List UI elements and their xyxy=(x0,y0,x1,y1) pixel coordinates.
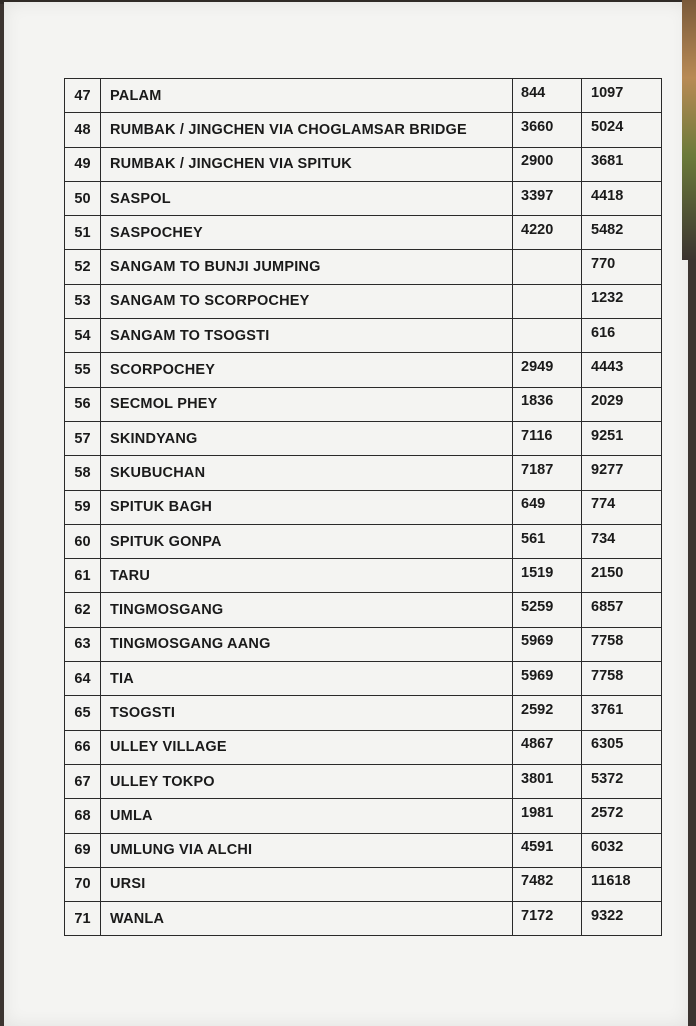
row-number: 53 xyxy=(65,284,101,318)
fare-value-b: 2572 xyxy=(582,796,662,830)
fare-value-b: 9322 xyxy=(582,899,662,933)
fare-value-a: 561 xyxy=(513,521,582,555)
fare-value-a: 7116 xyxy=(513,418,582,452)
destination-name: TARU xyxy=(101,559,513,593)
row-number: 64 xyxy=(65,662,101,696)
table-row xyxy=(65,627,662,661)
destination-name: TIA xyxy=(101,662,513,696)
fare-value-a: 4591 xyxy=(513,830,582,864)
fare-value-b: 5372 xyxy=(582,761,662,795)
row-number: 56 xyxy=(65,387,101,421)
fare-value-b: 2029 xyxy=(582,384,662,418)
fare-value-b: 4418 xyxy=(582,178,662,212)
fare-value-b: 7758 xyxy=(582,659,662,693)
background-fabric-edge xyxy=(682,0,696,260)
fare-value-b: 770 xyxy=(582,247,662,281)
fare-value-b: 6032 xyxy=(582,830,662,864)
destination-name: SANGAM TO SCORPOCHEY xyxy=(101,284,513,318)
destination-name: WANLA xyxy=(101,902,513,936)
destination-name: SECMOL PHEY xyxy=(101,387,513,421)
fare-table-body xyxy=(65,79,662,936)
table-row xyxy=(65,353,662,387)
fare-value-b: 774 xyxy=(582,487,662,521)
table-row xyxy=(65,387,662,421)
table-row xyxy=(65,456,662,490)
fare-value-a: 4220 xyxy=(513,213,582,247)
table-row xyxy=(65,319,662,353)
fare-value-a: 3801 xyxy=(513,761,582,795)
destination-name: URSI xyxy=(101,867,513,901)
destination-name: SPITUK GONPA xyxy=(101,524,513,558)
destination-name: SASPOL xyxy=(101,181,513,215)
fare-value-a: 3660 xyxy=(513,110,582,144)
table-row xyxy=(65,696,662,730)
row-number: 61 xyxy=(65,559,101,593)
fare-value-a xyxy=(513,281,582,315)
fare-value-b: 6857 xyxy=(582,590,662,624)
row-number: 54 xyxy=(65,319,101,353)
row-number: 58 xyxy=(65,456,101,490)
fare-value-a: 7482 xyxy=(513,864,582,898)
fare-value-b: 734 xyxy=(582,521,662,555)
fare-value-b: 1097 xyxy=(582,76,662,110)
destination-name: RUMBAK / JINGCHEN VIA SPITUK xyxy=(101,147,513,181)
destination-name: UMLUNG VIA ALCHI xyxy=(101,833,513,867)
destination-name: PALAM xyxy=(101,79,513,113)
table-row xyxy=(65,181,662,215)
fare-value-a: 7187 xyxy=(513,453,582,487)
fare-value-b: 616 xyxy=(582,316,662,350)
fare-value-a xyxy=(513,247,582,281)
table-row xyxy=(65,284,662,318)
destination-name: SANGAM TO BUNJI JUMPING xyxy=(101,250,513,284)
destination-name: SASPOCHEY xyxy=(101,216,513,250)
table-row xyxy=(65,524,662,558)
fare-value-a: 4867 xyxy=(513,727,582,761)
row-number: 57 xyxy=(65,421,101,455)
fare-value-b: 9277 xyxy=(582,453,662,487)
row-number: 51 xyxy=(65,216,101,250)
row-number: 71 xyxy=(65,902,101,936)
destination-name: TINGMOSGANG AANG xyxy=(101,627,513,661)
table-row xyxy=(65,147,662,181)
fare-value-b: 9251 xyxy=(582,418,662,452)
fare-table xyxy=(64,78,662,936)
destination-name: ULLEY VILLAGE xyxy=(101,730,513,764)
fare-value-b: 11618 xyxy=(582,864,662,898)
table-row xyxy=(65,764,662,798)
fare-value-b: 5024 xyxy=(582,110,662,144)
row-number: 70 xyxy=(65,867,101,901)
table-row xyxy=(65,902,662,936)
fare-value-a: 2949 xyxy=(513,350,582,384)
fare-value-a: 1981 xyxy=(513,796,582,830)
row-number: 60 xyxy=(65,524,101,558)
row-number: 68 xyxy=(65,799,101,833)
table-row xyxy=(65,490,662,524)
table-row xyxy=(65,79,662,113)
destination-name: RUMBAK / JINGCHEN VIA CHOGLAMSAR BRIDGE xyxy=(101,113,513,147)
fare-value-a: 649 xyxy=(513,487,582,521)
table-row xyxy=(65,113,662,147)
fare-value-b: 3681 xyxy=(582,144,662,178)
table-row xyxy=(65,593,662,627)
row-number: 69 xyxy=(65,833,101,867)
row-number: 63 xyxy=(65,627,101,661)
fare-value-b: 4443 xyxy=(582,350,662,384)
row-number: 48 xyxy=(65,113,101,147)
destination-name: ULLEY TOKPO xyxy=(101,764,513,798)
row-number: 59 xyxy=(65,490,101,524)
table-row xyxy=(65,799,662,833)
row-number: 50 xyxy=(65,181,101,215)
fare-value-a: 1836 xyxy=(513,384,582,418)
destination-name: UMLA xyxy=(101,799,513,833)
table-row xyxy=(65,730,662,764)
fare-value-a: 3397 xyxy=(513,178,582,212)
table-row xyxy=(65,250,662,284)
fare-value-b: 7758 xyxy=(582,624,662,658)
row-number: 55 xyxy=(65,353,101,387)
destination-name: SANGAM TO TSOGSTI xyxy=(101,319,513,353)
row-number: 49 xyxy=(65,147,101,181)
fare-value-b: 6305 xyxy=(582,727,662,761)
table-row xyxy=(65,216,662,250)
fare-value-a: 5969 xyxy=(513,659,582,693)
row-number: 65 xyxy=(65,696,101,730)
destination-name: SKINDYANG xyxy=(101,421,513,455)
row-number: 52 xyxy=(65,250,101,284)
fare-value-b: 5482 xyxy=(582,213,662,247)
fare-value-a xyxy=(513,316,582,350)
fare-value-a: 844 xyxy=(513,76,582,110)
row-number: 66 xyxy=(65,730,101,764)
table-row xyxy=(65,867,662,901)
fare-value-a: 1519 xyxy=(513,556,582,590)
row-number: 47 xyxy=(65,79,101,113)
fare-value-a: 5969 xyxy=(513,624,582,658)
fare-value-a: 2900 xyxy=(513,144,582,178)
table-row xyxy=(65,662,662,696)
fare-value-a: 2592 xyxy=(513,693,582,727)
destination-name: SCORPOCHEY xyxy=(101,353,513,387)
row-number: 62 xyxy=(65,593,101,627)
fare-value-b: 3761 xyxy=(582,693,662,727)
destination-name: SKUBUCHAN xyxy=(101,456,513,490)
table-row xyxy=(65,833,662,867)
fare-value-a: 7172 xyxy=(513,899,582,933)
destination-name: TINGMOSGANG xyxy=(101,593,513,627)
table-row xyxy=(65,421,662,455)
fare-value-b: 2150 xyxy=(582,556,662,590)
fare-value-b: 1232 xyxy=(582,281,662,315)
row-number: 67 xyxy=(65,764,101,798)
destination-name: TSOGSTI xyxy=(101,696,513,730)
destination-name: SPITUK BAGH xyxy=(101,490,513,524)
table-row xyxy=(65,559,662,593)
fare-value-a: 5259 xyxy=(513,590,582,624)
